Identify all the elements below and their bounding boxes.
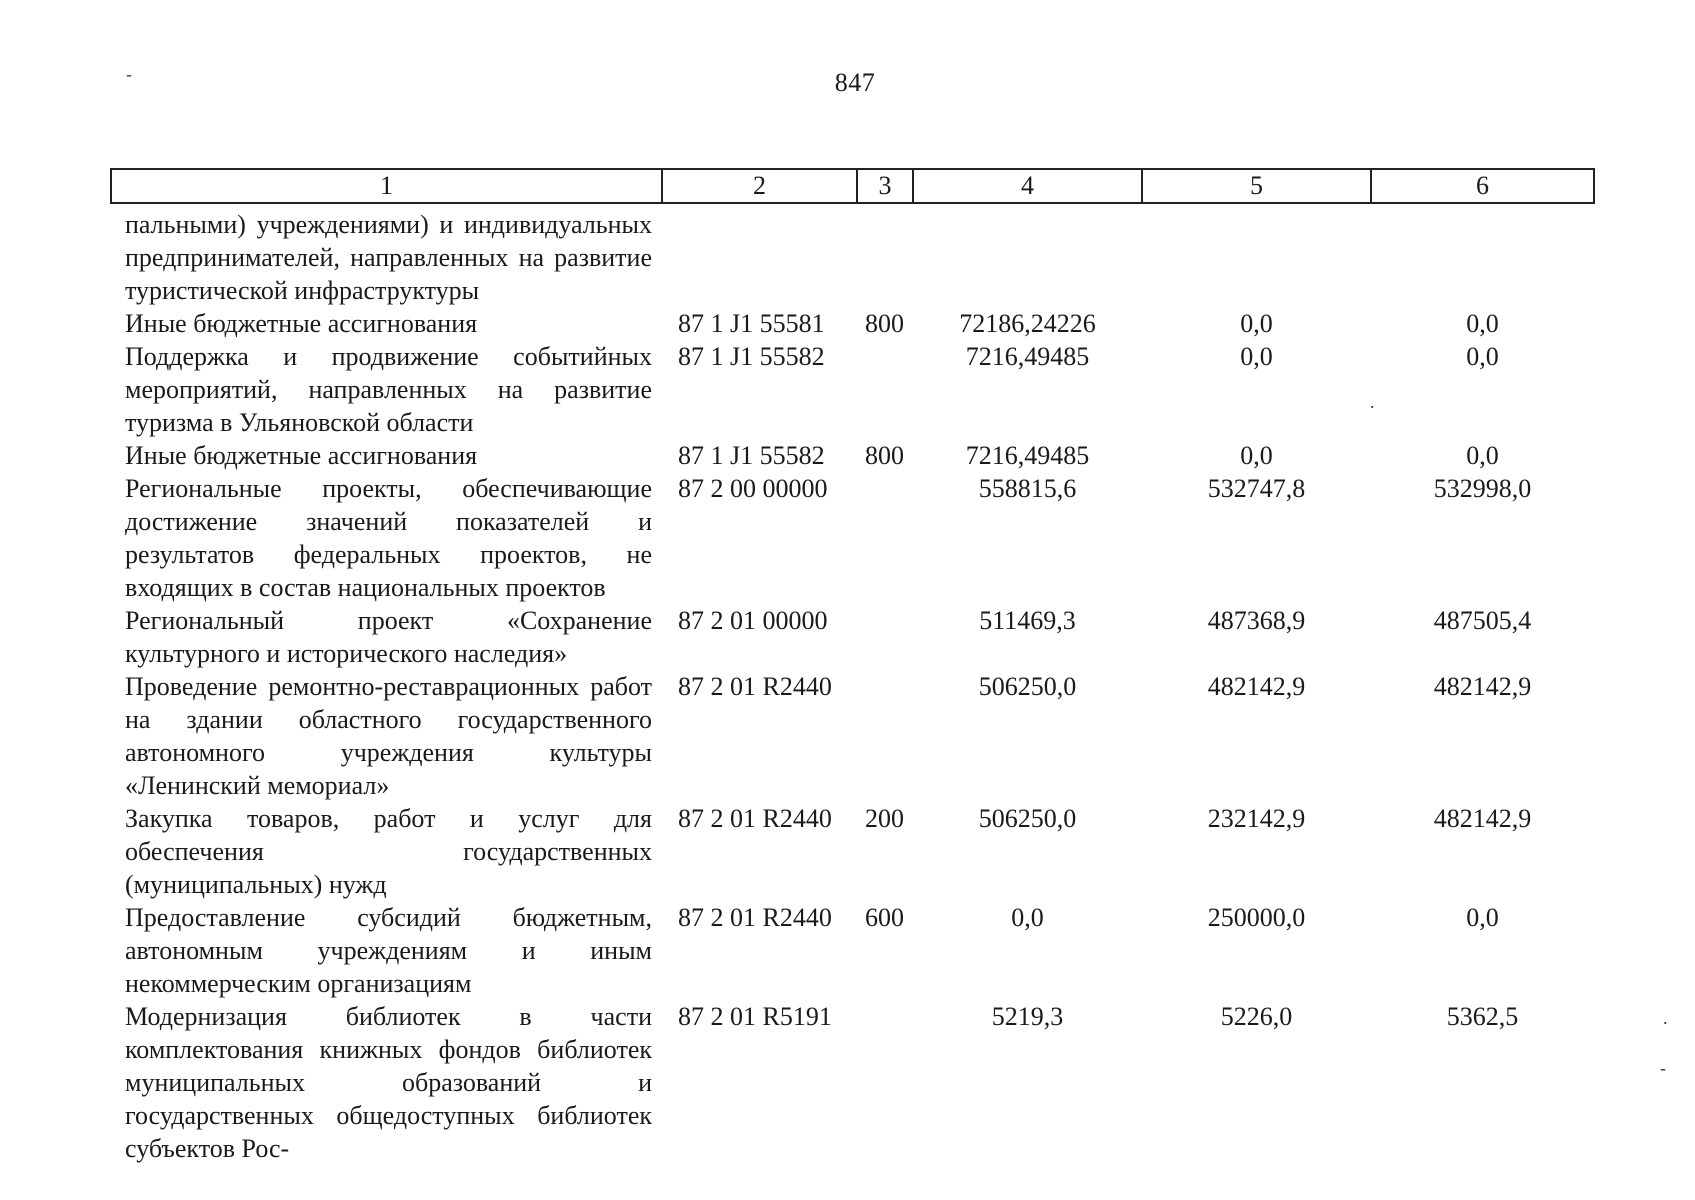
- scan-mark: -: [126, 64, 132, 84]
- row-code: [662, 203, 857, 307]
- row-value-col5: 5226,0: [1220, 1002, 1293, 1031]
- row-expense-type: 800: [865, 309, 904, 338]
- row-expense-type: [857, 472, 913, 604]
- row-expense-type: 600: [865, 903, 904, 932]
- table-row: [111, 901, 1594, 1000]
- row-value-col6: [1371, 203, 1594, 307]
- row-value-col5: 0,0: [1240, 342, 1273, 371]
- table-header: [111, 169, 1594, 203]
- row-value-col6: 0,0: [1466, 441, 1499, 470]
- table-row: [111, 439, 1594, 472]
- row-expense-type: [857, 203, 913, 307]
- row-value-col4: 72186,24226: [959, 309, 1096, 338]
- row-value-col4: 7216,49485: [965, 342, 1090, 371]
- row-expense-type: 800: [865, 441, 904, 470]
- row-code: 87 2 01 00000: [678, 606, 828, 635]
- row-expense-type: [857, 670, 913, 802]
- row-value-col5: 0,0: [1240, 309, 1273, 338]
- row-description: Проведение ремонтно-реставрационных работ на здании областного государственного автономного учреждения культуры «Ленинский мемориал»: [125, 672, 652, 800]
- row-value-col5: [1142, 203, 1371, 307]
- row-code: 87 1 J1 55581: [678, 309, 825, 338]
- row-value-col5: 0,0: [1240, 441, 1273, 470]
- row-value-col5: 250000,0: [1207, 903, 1306, 932]
- column-header-2: 2: [662, 169, 857, 203]
- row-code: 87 2 00 00000: [678, 474, 828, 503]
- row-expense-type: 200: [865, 804, 904, 833]
- row-description: Региональный проект «Сохранение культурного и исторического наследия»: [125, 606, 652, 668]
- table-row: [111, 1000, 1594, 1165]
- budget-table-container: [110, 168, 1593, 1165]
- column-header-5: 5: [1142, 169, 1371, 203]
- row-value-col5: 487368,9: [1207, 606, 1306, 635]
- table-row: [111, 802, 1594, 901]
- page-number: 847: [834, 68, 876, 97]
- table-row: [111, 203, 1594, 307]
- scan-mark: .: [1663, 1008, 1668, 1028]
- column-header-4: 4: [913, 169, 1142, 203]
- row-value-col4: 7216,49485: [965, 441, 1090, 470]
- row-description: Закупка товаров, работ и услуг для обеспечения государственных (муниципальных) нужд: [125, 804, 652, 899]
- table-row: [111, 670, 1594, 802]
- row-value-col4: [913, 203, 1142, 307]
- table-row: [111, 472, 1594, 604]
- row-description: пальными) учреждениями) и индивидуальных предпринимателей, направленных на развитие туристической инфраструктуры: [125, 210, 652, 305]
- row-expense-type: [857, 1000, 913, 1165]
- column-header-1: 1: [111, 169, 662, 203]
- row-value-col4: 506250,0: [978, 672, 1077, 701]
- row-value-col4: 511469,3: [979, 606, 1076, 635]
- row-value-col5: 482142,9: [1207, 672, 1306, 701]
- header-row: [111, 169, 1594, 203]
- table-row: [111, 307, 1594, 340]
- row-value-col5: 532747,8: [1207, 474, 1306, 503]
- row-value-col6: 482142,9: [1433, 672, 1532, 701]
- row-value-col6: 0,0: [1466, 309, 1499, 338]
- row-code: 87 2 01 R5191: [678, 1002, 832, 1031]
- row-description: Иные бюджетные ассигнования: [125, 309, 478, 338]
- table-body: [111, 203, 1594, 1165]
- row-expense-type: [857, 604, 913, 670]
- row-value-col6: 482142,9: [1433, 804, 1532, 833]
- row-value-col4: 506250,0: [978, 804, 1077, 833]
- row-code: 87 1 J1 55582: [678, 441, 825, 470]
- row-value-col6: 5362,5: [1446, 1002, 1519, 1031]
- row-description: Поддержка и продвижение событийных мероприятий, направленных на развитие туризма в Ульяновской области: [125, 342, 652, 437]
- budget-table: [110, 168, 1595, 1165]
- row-expense-type: [857, 340, 913, 439]
- column-header-6: 6: [1371, 169, 1594, 203]
- row-description: Предоставление субсидий бюджетным, автономным учреждениям и иным некоммерческим организациям: [125, 903, 652, 998]
- row-code: 87 1 J1 55582: [678, 342, 825, 371]
- row-value-col6: 487505,4: [1433, 606, 1532, 635]
- row-value-col5: 232142,9: [1207, 804, 1306, 833]
- row-description: Иные бюджетные ассигнования: [125, 441, 478, 470]
- row-value-col6: 0,0: [1466, 342, 1499, 371]
- row-description: Региональные проекты, обеспечивающие достижение значений показателей и результатов федеральных проектов, не входящих в состав национальных проектов: [125, 474, 652, 602]
- row-value-col4: 0,0: [1011, 903, 1044, 932]
- row-description: Модернизация библиотек в части комплектования книжных фондов библиотек муниципальных образований и государственных общедоступных библиотек субъектов Рос-: [125, 1002, 652, 1163]
- row-code: 87 2 01 R2440: [678, 903, 832, 932]
- row-value-col4: 558815,6: [978, 474, 1077, 503]
- scan-mark: -: [1660, 1058, 1666, 1078]
- table-row: [111, 340, 1594, 439]
- row-value-col6: 532998,0: [1433, 474, 1532, 503]
- table-row: [111, 604, 1594, 670]
- column-header-3: 3: [857, 169, 913, 203]
- scan-mark: .: [1370, 392, 1375, 412]
- row-code: 87 2 01 R2440: [678, 804, 832, 833]
- row-code: 87 2 01 R2440: [678, 672, 832, 701]
- row-value-col6: 0,0: [1466, 903, 1499, 932]
- row-value-col4: 5219,3: [991, 1002, 1064, 1031]
